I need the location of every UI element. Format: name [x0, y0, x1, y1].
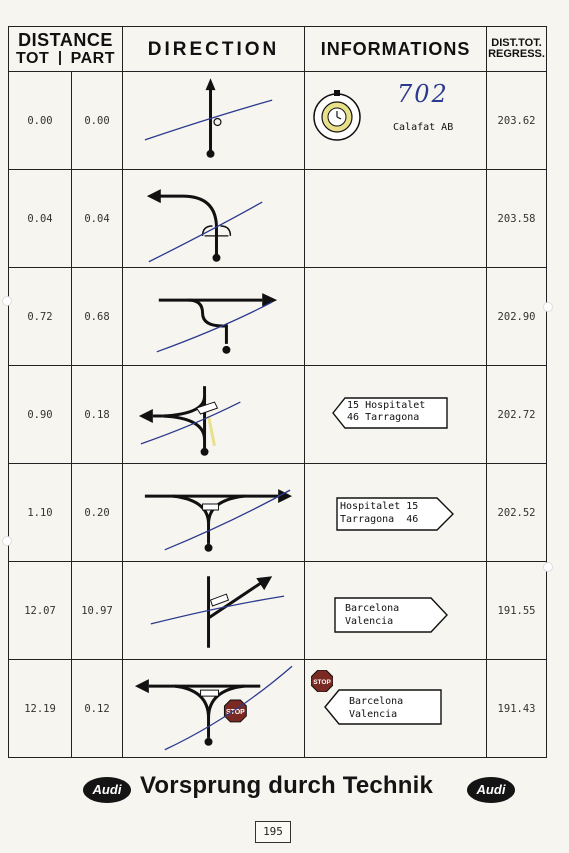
info-cell	[305, 660, 487, 758]
header-regress: REGRESS.	[488, 48, 545, 60]
audi-logo-right	[466, 776, 516, 804]
direction-cell	[123, 72, 305, 170]
regress-cell: 191.55	[487, 562, 547, 660]
stop-badge-text: STOP	[313, 679, 331, 686]
part-cell: 0.20	[72, 464, 123, 562]
page-number: 195	[255, 821, 291, 843]
part-cell: 0.68	[72, 268, 123, 366]
table-row	[9, 268, 547, 366]
table-header-row	[9, 27, 547, 72]
jog-right-icon	[123, 268, 304, 365]
header-part: PART	[70, 50, 115, 67]
handwritten-note: 702	[397, 80, 449, 108]
info-cell	[305, 170, 487, 268]
roadbook-table	[8, 26, 547, 758]
direction-cell	[123, 268, 305, 366]
tot-cell: 0.00	[9, 72, 72, 170]
sign-line-2: Valencia	[345, 616, 394, 627]
sign-line-1: Barcelona	[345, 603, 400, 614]
part-cell: 0.04	[72, 170, 123, 268]
stop-sign-text: STOP	[225, 708, 245, 716]
sign-line-1: 15 Hospitalet	[347, 400, 426, 411]
part-cell: 0.12	[72, 660, 123, 758]
regress-cell: 203.62	[487, 72, 547, 170]
turn-left-icon	[123, 170, 304, 267]
header-dist-regress	[487, 27, 547, 72]
t-junction-right-icon	[123, 464, 304, 561]
regress-cell: 191.43	[487, 660, 547, 758]
direction-sign-right	[305, 464, 486, 561]
sign-line-1: Hospitalet 15	[340, 501, 419, 512]
header-direction: DIRECTION	[123, 27, 305, 72]
sign-line-2: Tarragona 46	[340, 514, 419, 525]
header-informations: INFORMATIONS	[305, 27, 487, 72]
fork-left-icon	[123, 366, 304, 463]
calafat-clock-icon	[305, 72, 486, 169]
header-tot-part	[9, 51, 122, 67]
header-dist-tot: DIST.TOT.	[491, 37, 542, 49]
table-row	[9, 464, 547, 562]
sign-line-2: 46 Tarragona	[347, 412, 420, 423]
slogan: Vorsprung durch Technik	[140, 772, 434, 799]
audi-logo-left	[82, 776, 132, 804]
table-row	[9, 170, 547, 268]
sign-line-1: Barcelona	[349, 696, 404, 707]
part-cell: 0.18	[72, 366, 123, 464]
table-row	[9, 562, 547, 660]
table-row	[9, 366, 547, 464]
diagonal-right-icon	[123, 562, 304, 659]
t-junction-left-stop-icon	[123, 660, 304, 757]
info-cell	[305, 268, 487, 366]
info-text: Calafat AB	[393, 122, 454, 133]
info-cell	[305, 464, 487, 562]
direction-cell	[123, 366, 305, 464]
header-tot: TOT	[16, 50, 50, 67]
direction-sign-right	[305, 562, 486, 659]
sign-line-2: Valencia	[349, 709, 398, 720]
direction-cell	[123, 562, 305, 660]
punch-hole	[2, 296, 12, 306]
tot-cell: 0.04	[9, 170, 72, 268]
tot-cell: 0.90	[9, 366, 72, 464]
direction-cell	[123, 170, 305, 268]
tot-cell: 1.10	[9, 464, 72, 562]
info-cell	[305, 366, 487, 464]
stop-sign-icon	[311, 670, 333, 692]
header-distance-label: DISTANCE	[18, 30, 113, 50]
info-cell	[305, 72, 487, 170]
info-cell	[305, 562, 487, 660]
direction-cell	[123, 464, 305, 562]
audi-logo-left-text: Audi	[92, 782, 122, 797]
punch-hole	[543, 562, 553, 572]
straight-ahead-icon	[123, 72, 304, 169]
part-cell: 10.97	[72, 562, 123, 660]
regress-cell: 203.58	[487, 170, 547, 268]
regress-cell: 202.72	[487, 366, 547, 464]
audi-logo-right-text: Audi	[476, 782, 506, 797]
direction-sign-left	[305, 366, 486, 463]
tot-cell: 12.19	[9, 660, 72, 758]
punch-hole	[543, 302, 553, 312]
regress-cell: 202.90	[487, 268, 547, 366]
direction-cell	[123, 660, 305, 758]
table-row	[9, 660, 547, 758]
regress-cell: 202.52	[487, 464, 547, 562]
punch-hole	[2, 536, 12, 546]
part-cell: 0.00	[72, 72, 123, 170]
tot-cell: 12.07	[9, 562, 72, 660]
table-row	[9, 72, 547, 170]
header-distance	[9, 27, 123, 72]
tot-cell: 0.72	[9, 268, 72, 366]
